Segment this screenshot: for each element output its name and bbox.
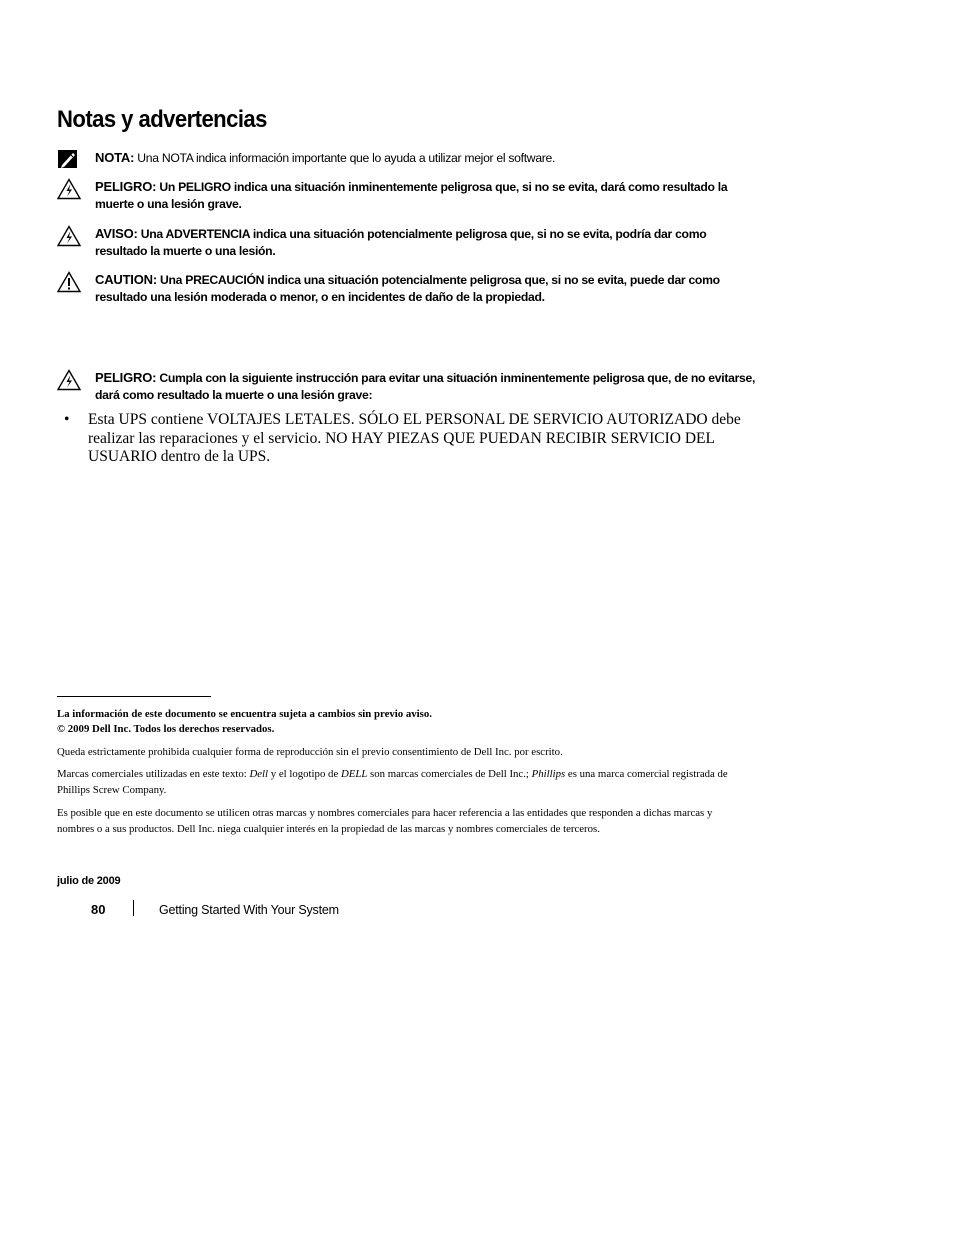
bullet-symbol: •: [64, 411, 70, 428]
bullet-text-part: debe realizar las reparaciones y el servicio.: [88, 411, 741, 447]
notice-label: CAUTION:: [95, 272, 157, 287]
notice-text: indica una situación potencialmente peligrosa que, si no se evita, podría dar como resultado la muerte o una lesión.: [95, 227, 707, 258]
notice-keyword: PRECAUCIÓN: [185, 273, 265, 287]
page-number: 80: [91, 902, 106, 917]
bullet-text-part: dentro de la UPS.: [156, 448, 271, 465]
notice-text-pre: Una: [156, 273, 186, 287]
publication-date: julio de 2009: [57, 875, 121, 887]
notice-text: indica una situación potencialmente peligrosa que, si no se evita, puede dar como resultado una lesión moderada o menor, o en incidentes de daño de la propiedad.: [95, 273, 720, 304]
bullet-text-part: Esta UPS contiene: [88, 411, 207, 428]
notice-label: NOTA:: [95, 150, 135, 165]
copyright: © 2009 Dell Inc. Todos los derechos reservados.: [57, 723, 275, 735]
trademark-text: y el logotipo de: [268, 768, 341, 780]
danger-instruction-notice: [57, 369, 757, 404]
trademark-text: es una marca comercial registrada de Phillips Screw Company.: [57, 768, 728, 796]
danger-notice: [57, 178, 757, 213]
note-pencil-icon: [57, 149, 81, 171]
trademark-text: son marcas comerciales de Dell Inc.;: [367, 768, 532, 780]
bullet-item: [64, 411, 764, 467]
notice-label: PELIGRO:: [95, 370, 157, 385]
trademark-text: Marcas comerciales utilizadas en este texto:: [57, 768, 250, 780]
bullet-text: [88, 411, 764, 467]
trademark-name: Dell: [249, 768, 269, 780]
trademarks: [57, 767, 747, 798]
trademark-name: DELL: [340, 768, 368, 780]
bullet-text-part: .: [350, 411, 359, 428]
notice-keyword: ADVERTENCIA: [165, 227, 250, 241]
note-notice: [57, 149, 757, 167]
bullet-emphasis: NO HAY PIEZAS QUE PUEDAN RECIBIR SERVICIO DEL USUARIO: [88, 429, 715, 465]
notice-keyword: PELIGRO: [178, 180, 231, 194]
electrical-hazard-icon: [57, 178, 81, 200]
warning-notice: [57, 225, 757, 260]
notice-label: AVISO:: [95, 226, 138, 241]
notice-text: indica una situación inminentemente peligrosa que, si no se evita, dará como resultado la muerte o una lesión grave.: [95, 180, 728, 211]
page-title: Notas y advertencias: [57, 106, 267, 133]
notice-text: Una NOTA indica información importante que lo ayuda a utilizar mejor el software.: [137, 151, 556, 165]
legal-notice: La información de este documento se encuentra sujeta a cambios sin previo aviso.: [57, 708, 432, 720]
footer-title: Getting Started With Your System: [159, 903, 339, 917]
trademark-name: Phillips: [531, 768, 566, 780]
caution-notice: [57, 271, 757, 306]
notice-text: Cumpla con la siguiente instrucción para evitar una situación inminentemente peligrosa que, de no evitarse, dará como resultado la muerte o una lesión grave:: [95, 371, 756, 402]
caution-exclamation-icon: [57, 271, 81, 293]
notice-text-pre: Un: [156, 180, 179, 194]
footnote-rule: [57, 696, 211, 697]
other-trademarks: Es posible que en este documento se utilicen otras marcas y nombres comerciales para hacer referencia a las entidades que responden a dichas marcas y nombres o a sus productos. Dell Inc. niega cualquier interés en la propiedad de las marcas y nombres comerciales de terceros.: [57, 807, 713, 835]
footer-separator: [133, 900, 134, 916]
bullet-emphasis: VOLTAJES LETALES: [206, 411, 351, 428]
reproduction-prohibition: Queda estrictamente prohibida cualquier forma de reproducción sin el previo consentimiento de Dell Inc. por escrito.: [57, 746, 563, 758]
notice-label: PELIGRO:: [95, 179, 157, 194]
bullet-emphasis: SÓLO EL PERSONAL DE SERVICIO AUTORIZADO: [358, 411, 708, 428]
notice-text-pre: Una: [137, 227, 166, 241]
electrical-hazard-icon: [57, 369, 81, 391]
electrical-hazard-icon: [57, 225, 81, 247]
